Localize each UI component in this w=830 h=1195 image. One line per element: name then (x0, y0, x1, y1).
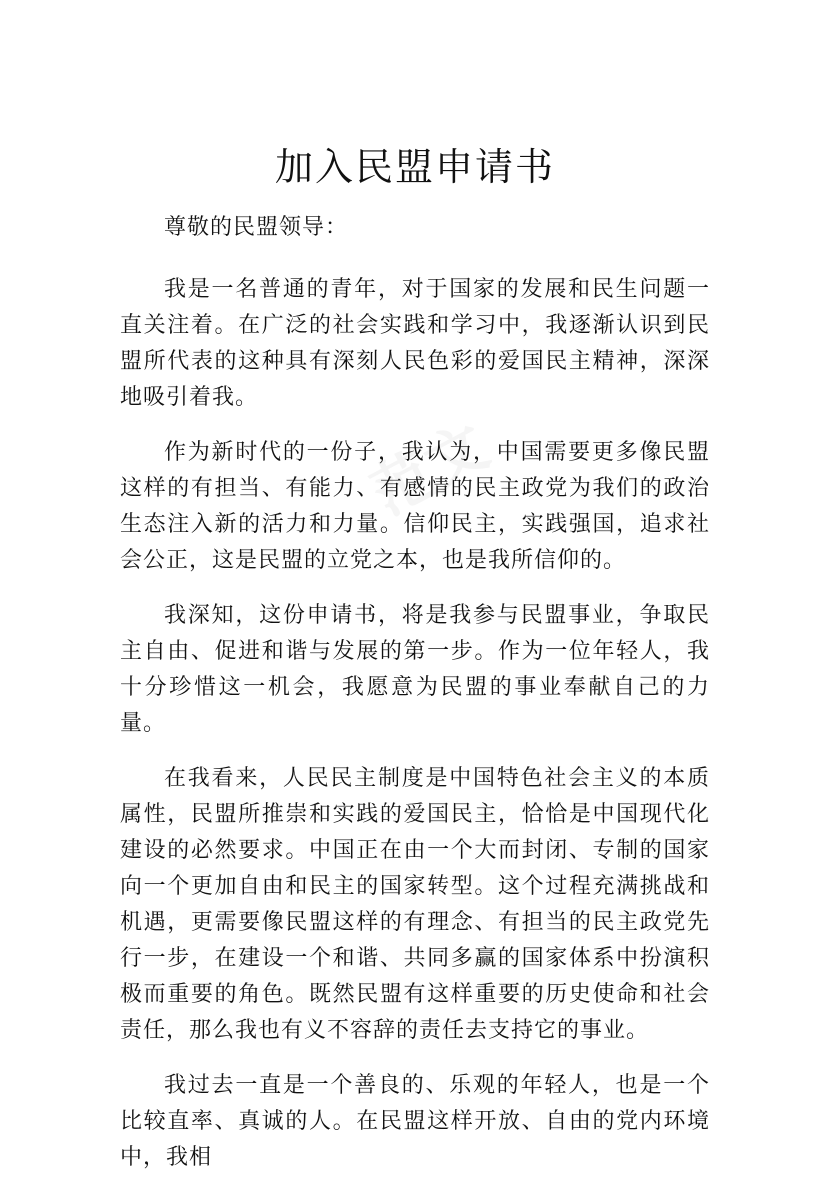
paragraph-4: 在我看来，人民民主制度是中国特色社会主义的本质属性，民盟所推崇和实践的爱国民主，恰恰是中国现代化建设的必然要求。中国正在由一个大而封闭、专制的国家向一个更加自由和民主的国家转型。这个过程充满挑战和机遇，更需要像民盟这样的有理念、有担当的民主政党先行一步，在建设一个和谐、共同多赢的国家体系中扮演积极而重要的角色。既然民盟有这样重要的历史使命和社会责任，那么我也有义不容辞的责任去支持它的事业。 (120, 766, 710, 1043)
watermark: 范文 (360, 410, 500, 530)
document-body (120, 210, 710, 1195)
paragraph-2: 作为新时代的一份子，我认为，中国需要更多像民盟这样的有担当、有能力、有感情的民主政党为我们的政治生态注入新的活力和力量。信仰民主，实践强国，追求社会公正，这是民盟的立党之本，也是我所信仰的。 (120, 440, 710, 573)
paragraph-5: 我过去一直是一个善良的、乐观的年轻人，也是一个比较直率、真诚的人。在民盟这样开放、自由的党内环境中，我相 (120, 1073, 710, 1170)
salutation: 尊敬的民盟领导： (164, 215, 349, 240)
paragraph-3: 我深知，这份申请书，将是我参与民盟事业，争取民主自由、促进和谐与发展的第一步。作为一位年轻人，我十分珍惜这一机会，我愿意为民盟的事业奉献自己的力量。 (120, 603, 710, 736)
paragraph-1: 我是一名普通的青年，对于国家的发展和民生问题一直关注着。在广泛的社会实践和学习中，我逐渐认识到民盟所代表的这种具有深刻人民色彩的爱国民主精神，深深地吸引着我。 (120, 277, 710, 410)
page-title: 加入民盟申请书 (274, 145, 555, 189)
